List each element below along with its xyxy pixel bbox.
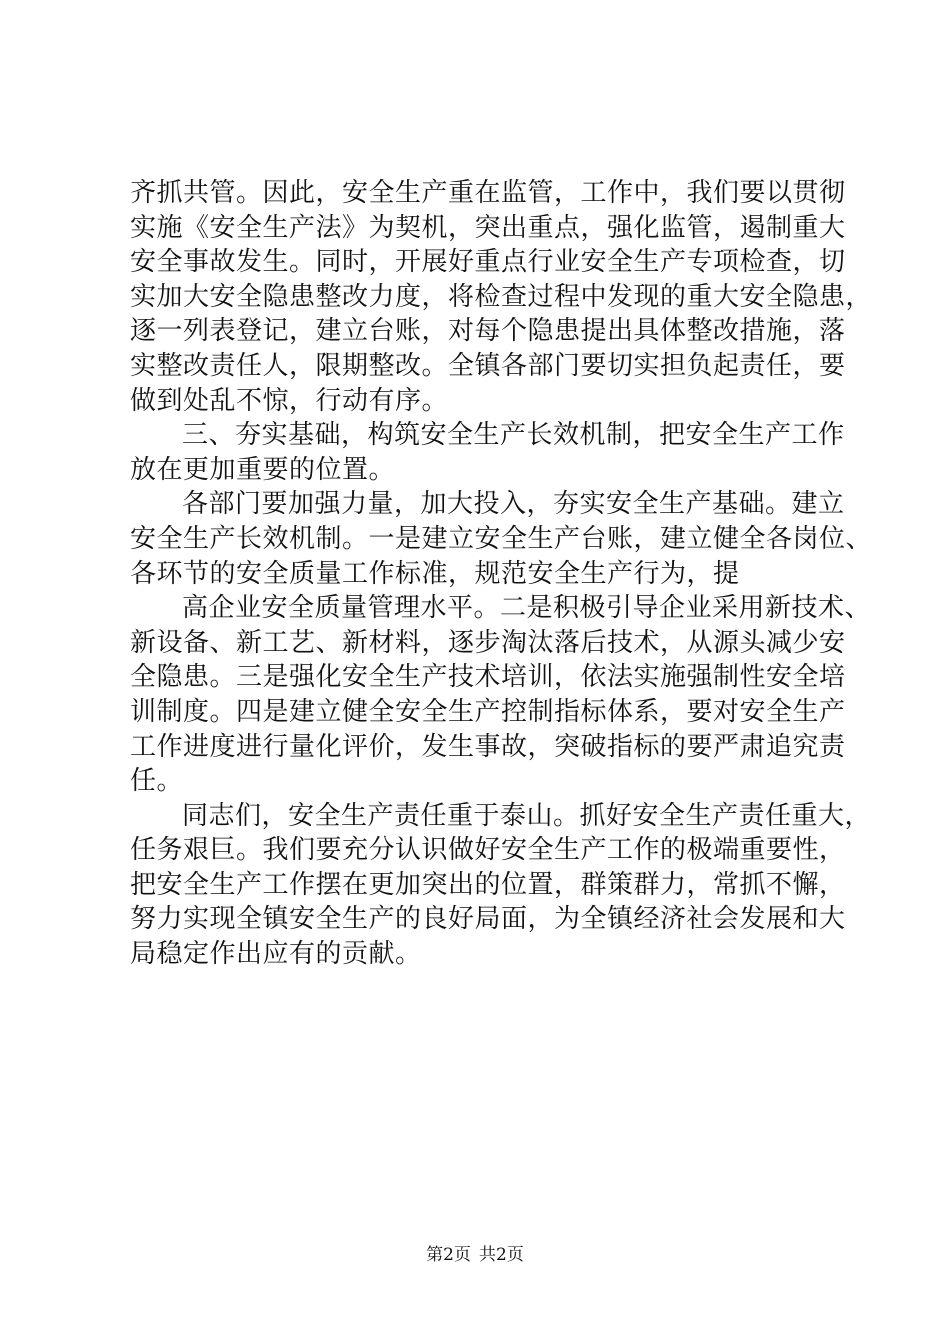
text-line: 努力实现全镇安全生产的良好局面，为全镇经济社会发展和大	[130, 904, 846, 935]
text-line: 齐抓共管。因此，安全生产重在监管，工作中，我们要以贯彻	[130, 178, 846, 208]
text-line: 实施《安全生产法》为契机，突出重点，强化监管，遏制重大	[130, 212, 846, 243]
text-line: 训制度。四是建立健全安全生产控制指标体系，要对安全生产	[130, 696, 846, 727]
page-number: 第2页	[426, 1245, 471, 1265]
text-line: 安全生产长效机制。一是建立安全生产台账，建立健全各岗位、	[130, 523, 873, 554]
text-line: 各环节的安全质量工作标准，规范安全生产行为，提	[130, 558, 740, 589]
text-line: 局稳定作出应有的贡献。	[130, 939, 422, 970]
page-footer	[0, 1244, 950, 1266]
text-line: 实整改责任人，限期整改。全镇各部门要切实担负起责任，要	[130, 350, 846, 381]
text-line: 做到处乱不惊，行动有序。	[130, 385, 449, 416]
section-heading-line: 放在更加重要的位置。	[130, 454, 396, 485]
text-line: 安全事故发生。同时，开展好重点行业安全生产专项检查，切	[130, 247, 846, 278]
text-line: 同志们，安全生产责任重于泰山。抓好安全生产责任重大，	[182, 800, 872, 831]
text-line: 任务艰巨。我们要充分认识做好安全生产工作的极端重要性，	[130, 835, 846, 866]
page-total: 共2页	[479, 1245, 524, 1265]
text-line: 逐一列表登记，建立台账，对每个隐患提出具体整改措施，落	[130, 316, 846, 347]
text-line: 全隐患。三是强化安全生产技术培训，依法实施强制性安全培	[130, 662, 846, 693]
text-line: 实加大安全隐患整改力度，将检查过程中发现的重大安全隐患，	[130, 281, 873, 312]
text-line: 高企业安全质量管理水平。二是积极引导企业采用新技术、	[182, 593, 872, 624]
text-line: 各部门要加强力量，加大投入，夯实安全生产基础。建立	[182, 489, 845, 520]
text-line: 新设备、新工艺、新材料，逐步淘汰落后技术，从源头减少安	[130, 627, 846, 658]
text-line: 工作进度进行量化评价，发生事故，突破指标的要严肃追究责	[130, 731, 846, 762]
text-line: 任。	[130, 766, 184, 797]
text-line: 把安全生产工作摆在更加突出的位置，群策群力，常抓不懈，	[130, 869, 846, 900]
section-heading-line: 三、夯实基础，构筑安全生产长效机制，把安全生产工作	[182, 420, 845, 451]
document-body	[130, 176, 873, 972]
